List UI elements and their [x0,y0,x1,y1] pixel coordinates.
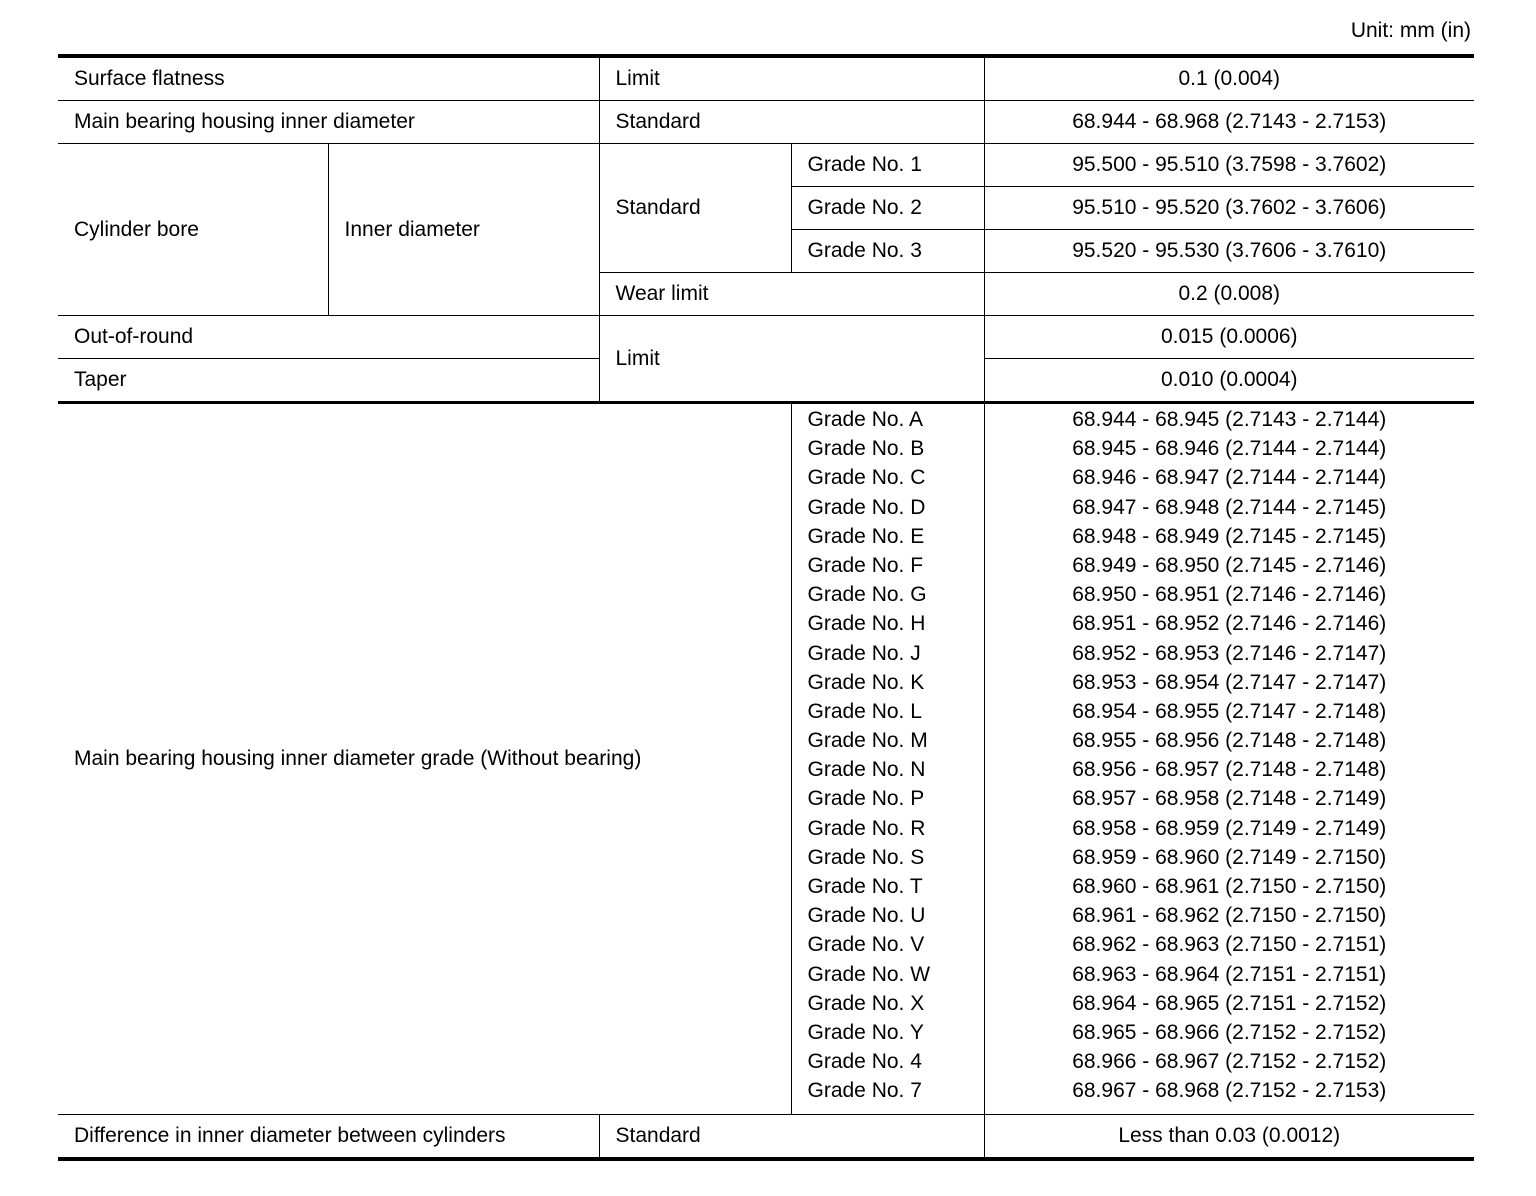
grade-value: 95.500 - 95.510 (3.7598 - 3.7602) [984,144,1474,187]
grade-value: 68.964 - 68.965 (2.7151 - 2.7152) [1072,991,1387,1015]
grade-value: 68.945 - 68.946 (2.7144 - 2.7144) [1072,437,1387,461]
type-difference: Standard [599,1114,984,1159]
table-row [58,1114,1474,1159]
value-difference: Less than 0.03 (0.0012) [984,1114,1474,1159]
grade-value: 68.944 - 68.945 (2.7143 - 2.7144) [1072,408,1387,431]
grade-label: Grade No. U [807,904,926,928]
table-row [58,316,1474,359]
housing-grade-values [984,403,1474,1115]
grade-value: 68.954 - 68.955 (2.7147 - 2.7148) [1072,699,1387,723]
grade-value: 68.946 - 68.947 (2.7144 - 2.7144) [1072,466,1387,490]
value-surface-flatness: 0.1 (0.004) [984,56,1474,101]
grade-value: 68.959 - 68.960 (2.7149 - 2.7150) [1072,845,1387,869]
table-row [58,144,1474,187]
grade-value: 68.966 - 68.967 (2.7152 - 2.7152) [1072,1050,1387,1074]
grade-value: 68.947 - 68.948 (2.7144 - 2.7145) [1072,495,1387,519]
grade-value: 68.950 - 68.951 (2.7146 - 2.7146) [1072,583,1387,607]
item-difference: Difference in inner diameter between cylinders [58,1114,599,1159]
grade-label: Grade No. 3 [791,230,984,273]
subitem-inner-diameter: Inner diameter [328,144,599,316]
table-row [58,403,1474,1115]
item-surface-flatness: Surface flatness [58,56,599,101]
grade-label: Grade No. M [807,729,928,753]
grade-label: Grade No. C [807,466,926,490]
grade-value: 68.967 - 68.968 (2.7152 - 2.7153) [1072,1079,1387,1103]
table-row [58,101,1474,144]
grade-label: Grade No. A [807,408,924,431]
grade-value: 95.520 - 95.530 (3.7606 - 3.7610) [984,230,1474,273]
grade-value: 68.949 - 68.950 (2.7145 - 2.7146) [1072,553,1387,577]
item-out-of-round: Out-of-round [58,316,599,359]
grade-label: Grade No. L [807,699,922,723]
grade-label: Grade No. 4 [807,1050,922,1074]
grade-value: 68.953 - 68.954 (2.7147 - 2.7147) [1072,670,1387,694]
value-main-bearing-housing: 68.944 - 68.968 (2.7143 - 2.7153) [984,101,1474,144]
grade-label: Grade No. X [807,991,925,1015]
item-housing-grade: Main bearing housing inner diameter grade (Without bearing) [58,403,791,1115]
grade-label: Grade No. S [807,845,925,869]
item-cylinder-bore: Cylinder bore [58,144,328,316]
grade-value: 68.961 - 68.962 (2.7150 - 2.7150) [1072,904,1387,928]
grade-value: 68.951 - 68.952 (2.7146 - 2.7146) [1072,612,1387,636]
grade-value: 68.952 - 68.953 (2.7146 - 2.7147) [1072,641,1387,665]
grade-label: Grade No. 2 [791,187,984,230]
grade-value: 68.955 - 68.956 (2.7148 - 2.7148) [1072,729,1387,753]
value-out-of-round: 0.015 (0.0006) [984,316,1474,359]
grade-value: 68.962 - 68.963 (2.7150 - 2.7151) [1072,933,1387,957]
table-row [58,56,1474,101]
type-cylinder-bore: Standard [599,144,791,273]
item-main-bearing-housing: Main bearing housing inner diameter [58,101,599,144]
grade-label: Grade No. Y [807,1020,924,1044]
grade-label: Grade No. D [807,495,926,519]
item-taper: Taper [58,359,599,403]
grade-label: Grade No. E [807,524,925,548]
value-taper: 0.010 (0.0004) [984,359,1474,403]
grade-value: 68.958 - 68.959 (2.7149 - 2.7149) [1072,816,1387,840]
grade-label: Grade No. F [807,553,924,577]
unit-label: Unit: mm (in) [1350,19,1471,42]
grade-label: Grade No. W [807,962,931,986]
grade-label: Grade No. G [807,583,927,607]
grade-value: 68.957 - 68.958 (2.7148 - 2.7149) [1072,787,1387,811]
grade-label: Grade No. 7 [807,1079,922,1103]
grade-value: 68.965 - 68.966 (2.7152 - 2.7152) [1072,1020,1387,1044]
wear-limit-label: Wear limit [599,273,984,316]
grade-label: Grade No. P [807,787,925,811]
grade-label: Grade No. N [807,758,926,782]
housing-grade-labels [791,403,984,1115]
grade-value: 68.956 - 68.957 (2.7148 - 2.7148) [1072,758,1387,782]
grade-label: Grade No. H [807,612,926,636]
grade-value: 68.963 - 68.964 (2.7151 - 2.7151) [1072,962,1387,986]
grade-label: Grade No. R [807,816,926,840]
type-main-bearing-housing: Standard [599,101,984,144]
grade-value: 95.510 - 95.520 (3.7602 - 3.7606) [984,187,1474,230]
grade-value: 68.948 - 68.949 (2.7145 - 2.7145) [1072,524,1387,548]
grade-label: Grade No. 1 [791,144,984,187]
grade-label: Grade No. T [807,875,923,898]
grade-label: Grade No. B [807,437,925,461]
grade-label: Grade No. J [807,641,921,665]
limit-label: Limit [599,316,984,403]
wear-limit-value: 0.2 (0.008) [984,273,1474,316]
grade-label: Grade No. V [807,933,925,957]
grade-label: Grade No. K [807,670,925,694]
spec-table [58,54,1474,1161]
type-surface-flatness: Limit [599,56,984,101]
grade-value: 68.960 - 68.961 (2.7150 - 2.7150) [1072,875,1387,898]
